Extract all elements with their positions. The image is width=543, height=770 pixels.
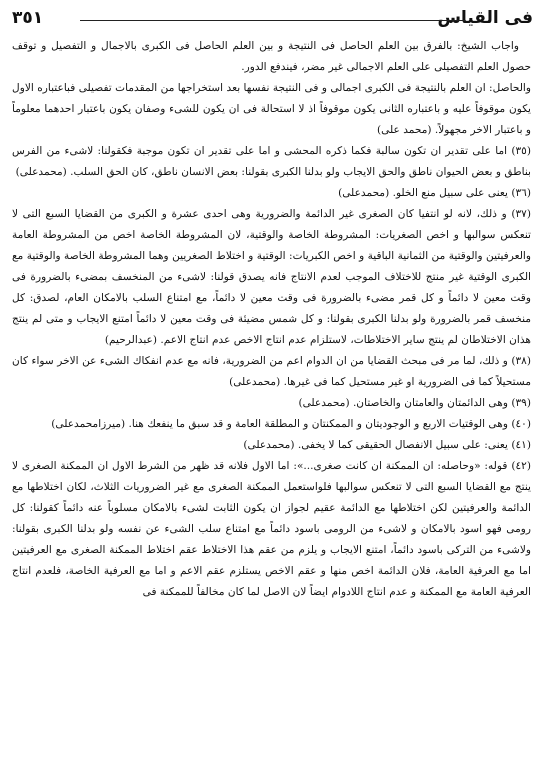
page-body xyxy=(12,36,531,603)
page-number: ٣٥١ xyxy=(12,8,44,28)
paragraph-sheikh-answer: واجاب الشيخ: بالفرق بين العلم الحاصل فى النتيجة و بين العلم الحاصل فى الكبرى بالاجمال و التفصيل و توقف حصول العلم التفصيلى على العلم الاجمالى غير مضر، فيندفع الدور. xyxy=(12,40,531,73)
note-37: (٣٧) و ذلك، لانه لو انتفيا كان الصغرى غير الدائمة والضرورية وهى احدى عشرة و الكبرى من القضايا السبع التى لا تنعكس سوالبها و اخص الصغريات: المشروطة الخاصة والوقتية، لان المشروطة الخاصة اخص من المشروطة العامة والعرفيتين والوقتية من الثمانية الباقية و اخص الكبريات: الوقتية و اختلاط الصغريين وهما المشروطة الخاصة والوقتية مع الكبرى الوقتية غير منتج للاختلاف الموجب لعدم الانتاج فانه يصدق قولنا: لاشىء من المنخسف بمضىء بالضرورة فى وقت معين لا دائماً و كل قمر مضىء بالضرورة فى وقت معين لا دائماً، مع امتناع السلب بالامكان العام، لصدق: كل منخسف قمر بالضرورة ولو بدلنا الكبرى بقولنا: و كل شمس مضيئة فى وقت معين لا دائماً امتنع الايجاب و متى لم ينتج هذان الاختلاطان لم ينتج ساير الاختلاطات، لاستلزام عدم انتاج الاخص عدم انتاج الاعم. (عبدالرحيم) xyxy=(12,208,531,346)
note-35: (٣٥) اما على تقدير ان تكون سالبة فكما ذكره المحشى و اما على تقدير ان تكون موجبة فكقولنا: لاشىء من الفرس بناطق و بعض الحيوان ناطق والحق الايجاب ولو بدلنا الكبرى بقولنا: بعض الانسان ناطق، كان الحق السلب. (محمدعلى) xyxy=(12,145,531,178)
note-40: (٤٠) وهى الوقتيات الاربع و الوجوديتان و الممكنتان و المطلقة العامة و قد سبق ما ينفعك هنا. (ميرزامحمدعلى) xyxy=(51,418,531,430)
note-41: (٤١) يعنى: على سبيل الانفصال الحقيقى كما لا يخفى. (محمدعلى) xyxy=(243,439,531,451)
note-38: (٣٨) و ذلك، لما مر فى مبحث القضايا من ان الدوام اعم من الضرورية، فانه مع عدم انفكاك الشىء عن الاخر سواء كان مستحيلاً كما فى الضرورية او غير مستحيل كما فى غيرها. (محمدعلى) xyxy=(12,355,531,388)
header-rule xyxy=(80,20,465,21)
note-36: (٣٦) يعنى على سبيل منع الخلو. (محمدعلى) xyxy=(338,187,531,199)
page-header xyxy=(12,6,533,36)
paragraph-summary: والحاصل: ان العلم بالنتيجة فى الكبرى اجمالى و فى النتيجة نفسها بعد استخراجها من المقدمات تفصيلى فباعتباره الاول يكون موقوفاً عليه و باعتباره الثانى يكون موقوفاً اذ لا استحالة فى ان يكون للشىء وصفان يكون باعتبار احدهما معلوماً و باعتبار الاخر مجهولاً. (محمد على) xyxy=(12,82,531,136)
chapter-title: فى القياس xyxy=(437,8,533,28)
note-42: (٤٢) قوله: «وحاصله: ان الممكنة ان كانت صغرى...»: اما الاول فلانه قد ظهر من الشرط الاول ان الممكنة الصغرى لا ينتج مع القضايا السبع التى لا تنعكس سوالبها فلواستعمل الممكنة الصغرى مع غير الضروريات الثلاث، لكان اختلاطها مع الدائمة والعرفيتين لكن اختلاطها مع الدائمة عقيم لجواز ان يكون الثابت لشىء بالامكان مسلوباً عنه دائماً كقولنا: كل رومى فهو اسود بالامكان و لاشىء من الرومى باسود دائماً مع امتناع سلب الشىء عن نفسه ولو بدلنا الكبرى بقولنا: ولاشىء من التركى باسود دائماً، امتنع الايجاب و يلزم من عقم هذا الاختلاط عقم اختلاط الممكنة الصغرى مع العرفيتين اما مع العرفية العامة، فلان الدائمة اخص منها و عقم الاخص يستلزم عقم الاعم و اما مع العرفية الخاصة، فلعدم انتاج العرفية العامة مع الممكنة و عدم انتاج اللادوام ايضاً لان الاصل لما كان مخالفاً للممكنة فى xyxy=(12,460,531,598)
note-39: (٣٩) وهى الدائمتان والعامتان والخاصتان. (محمدعلى) xyxy=(298,397,531,409)
